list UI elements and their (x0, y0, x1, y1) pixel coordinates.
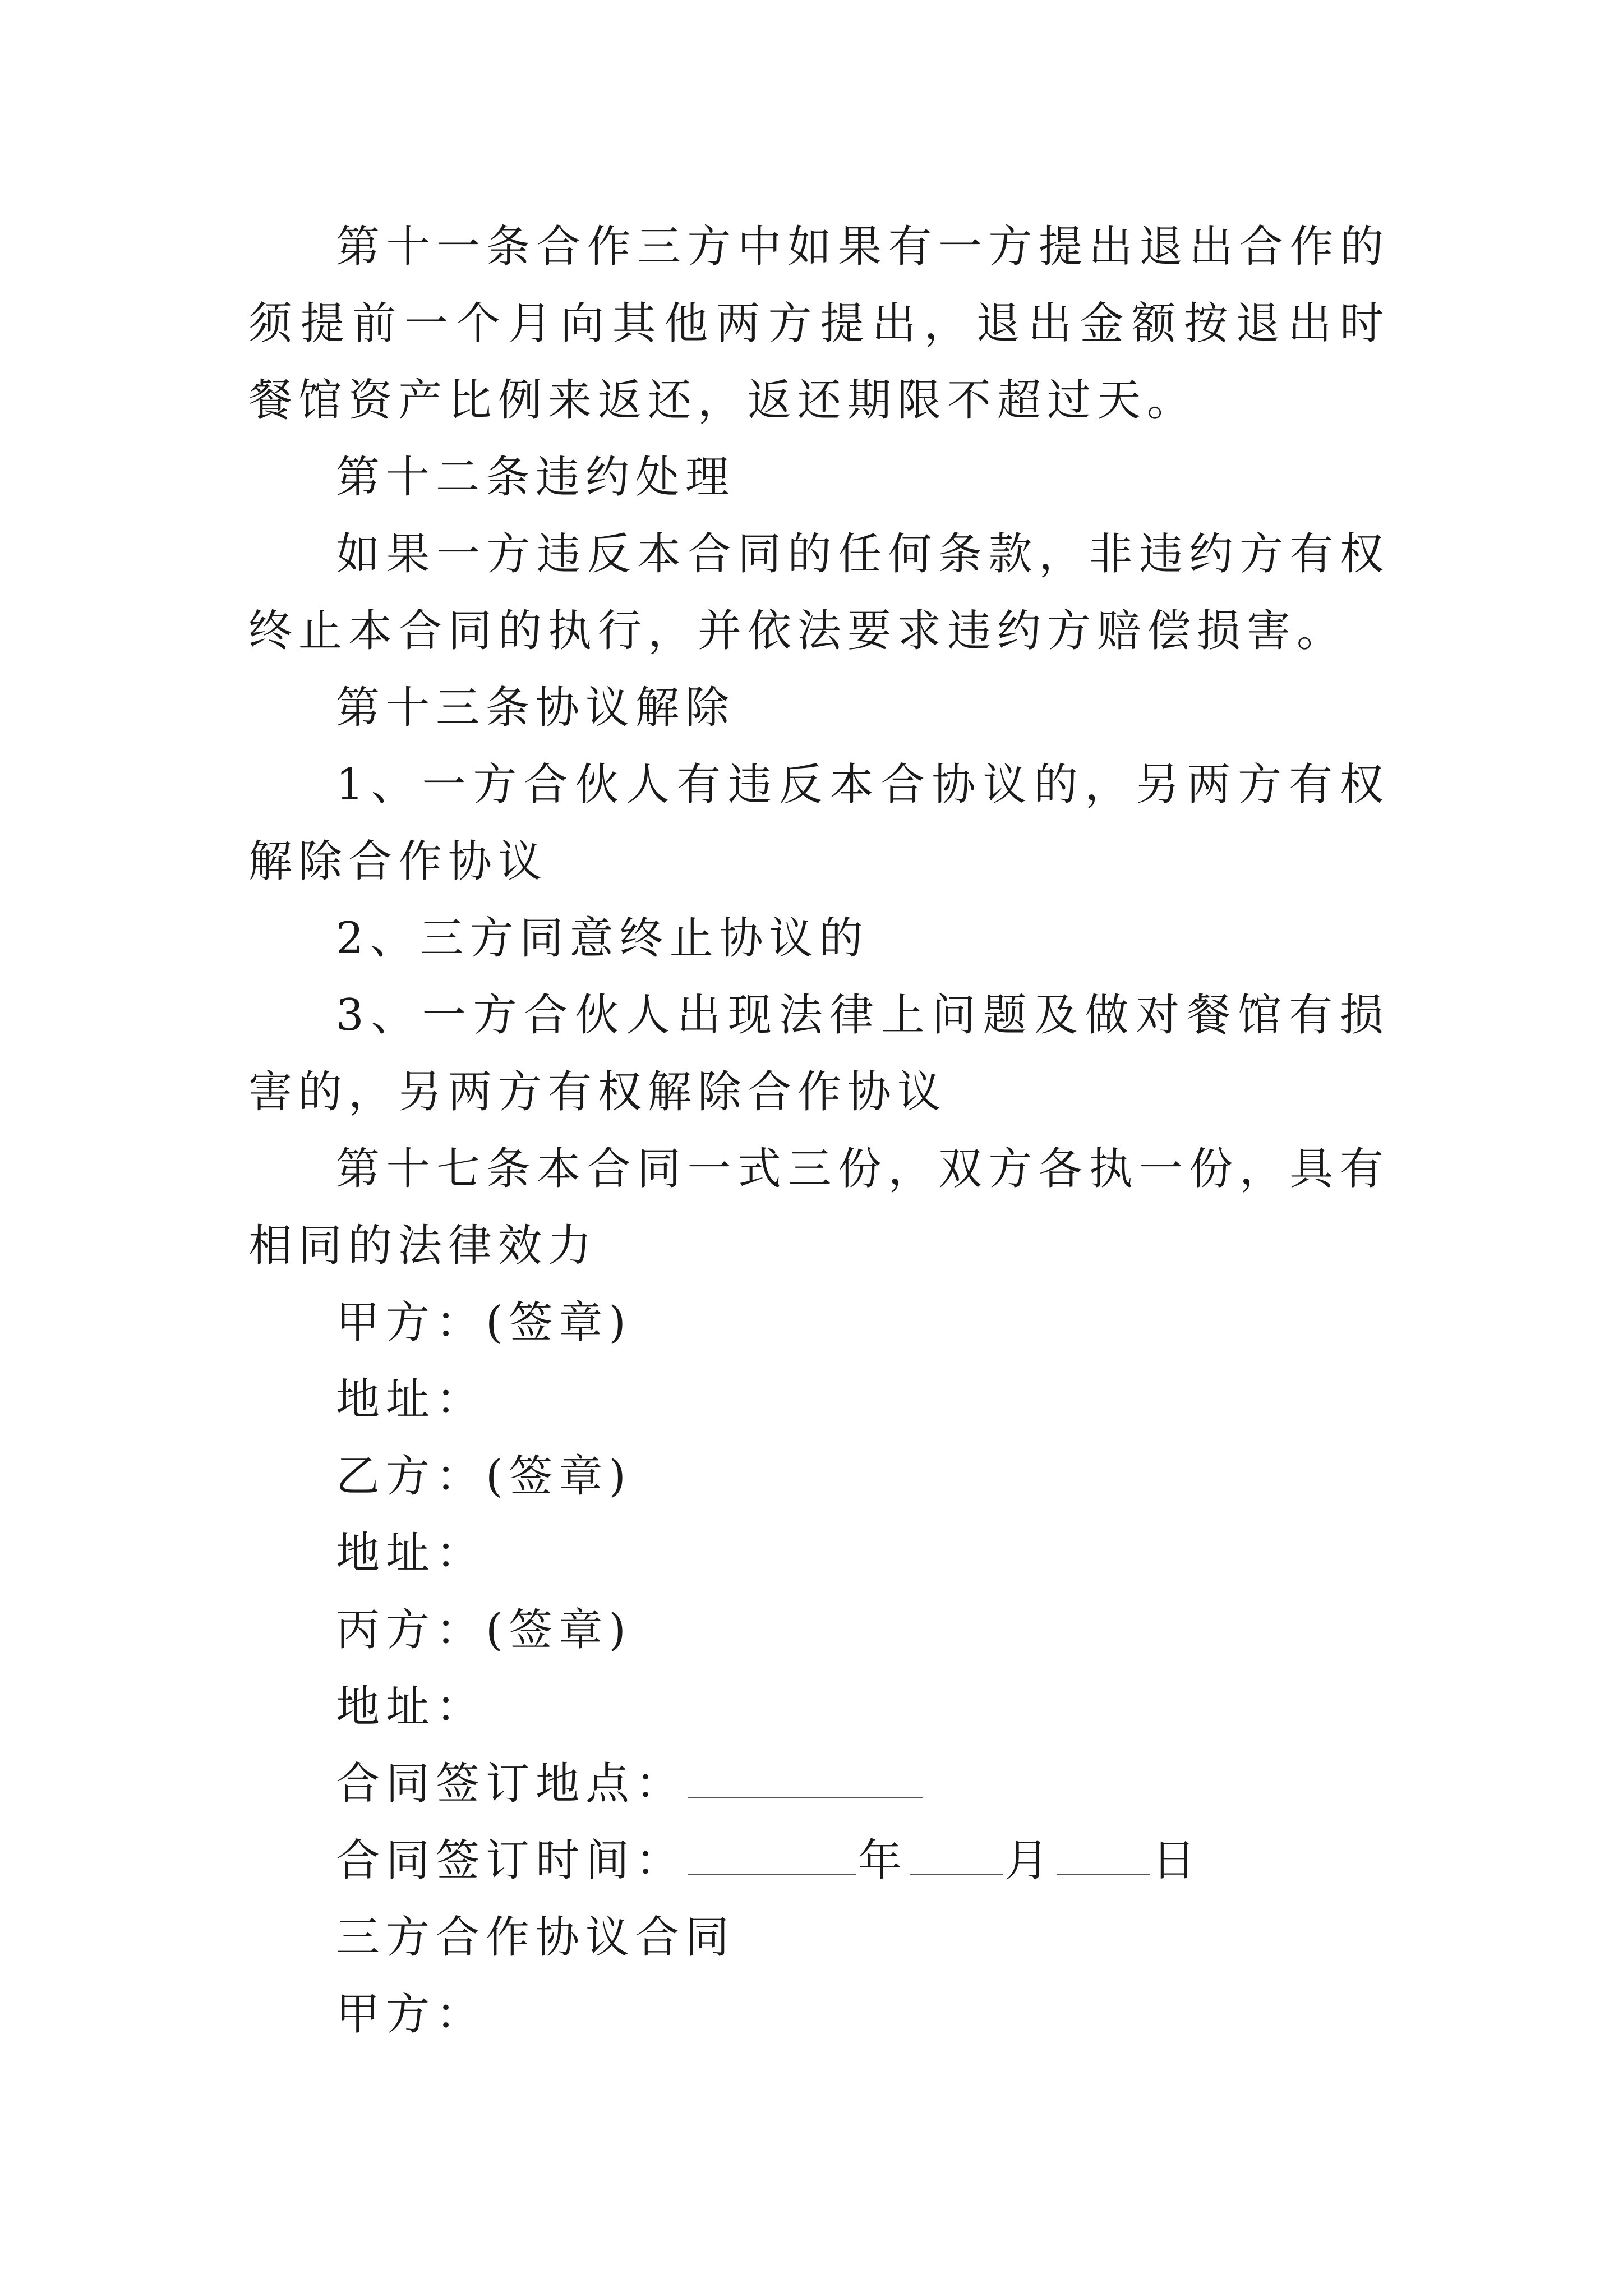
sign-time-label: 合同签订时间： (336, 1835, 686, 1886)
article-13-item-1: 1、一方合伙人有违反本合协议的，另两方有权解除合作协议 (248, 760, 1390, 887)
next-party-a: 甲方： (336, 1989, 486, 2040)
day-label: 日 (1152, 1835, 1202, 1886)
month-label: 月 (1005, 1835, 1055, 1886)
article-13-title: 第十三条协议解除 (336, 683, 736, 733)
article-13-item-2: 2、三方同意终止协议的 (336, 913, 869, 964)
party-c-address: 地址： (336, 1682, 486, 1732)
year-label: 年 (858, 1835, 909, 1886)
party-b-signature: 乙方：(签章) (336, 1451, 632, 1502)
document-page (248, 209, 1390, 2053)
party-a-address: 地址： (336, 1374, 486, 1425)
day-blank (1057, 1839, 1150, 1875)
next-contract-title: 三方合作协议合同 (336, 1912, 736, 1963)
year-blank (688, 1839, 856, 1875)
sign-place-blank (688, 1762, 923, 1798)
party-a-signature: 甲方：(签章) (336, 1297, 632, 1348)
sign-time-row (248, 1823, 1390, 1899)
article-12-title: 第十二条违约处理 (336, 452, 736, 503)
party-b-address: 地址： (336, 1528, 486, 1579)
party-c-signature: 丙方：(签章) (336, 1605, 632, 1655)
sign-place-label: 合同签订地点： (336, 1759, 686, 1809)
sign-place-row (248, 1746, 1390, 1823)
month-blank (910, 1839, 1003, 1875)
article-11-paragraph: 第十一条合作三方中如果有一方提出退出合作的须提前一个月向其他两方提出，退出金额按退出时餐馆资产比例来返还，返还期限不超过天。 (248, 222, 1390, 426)
article-17-paragraph: 第十七条本合同一式三份，双方各执一份，具有相同的法律效力 (248, 1144, 1390, 1271)
article-12-paragraph: 如果一方违反本合同的任何条款，非违约方有权终止本合同的执行，并依法要求违约方赔偿损害。 (248, 529, 1390, 656)
article-13-item-3: 3、一方合伙人出现法律上问题及做对餐馆有损害的，另两方有权解除合作协议 (248, 990, 1390, 1117)
